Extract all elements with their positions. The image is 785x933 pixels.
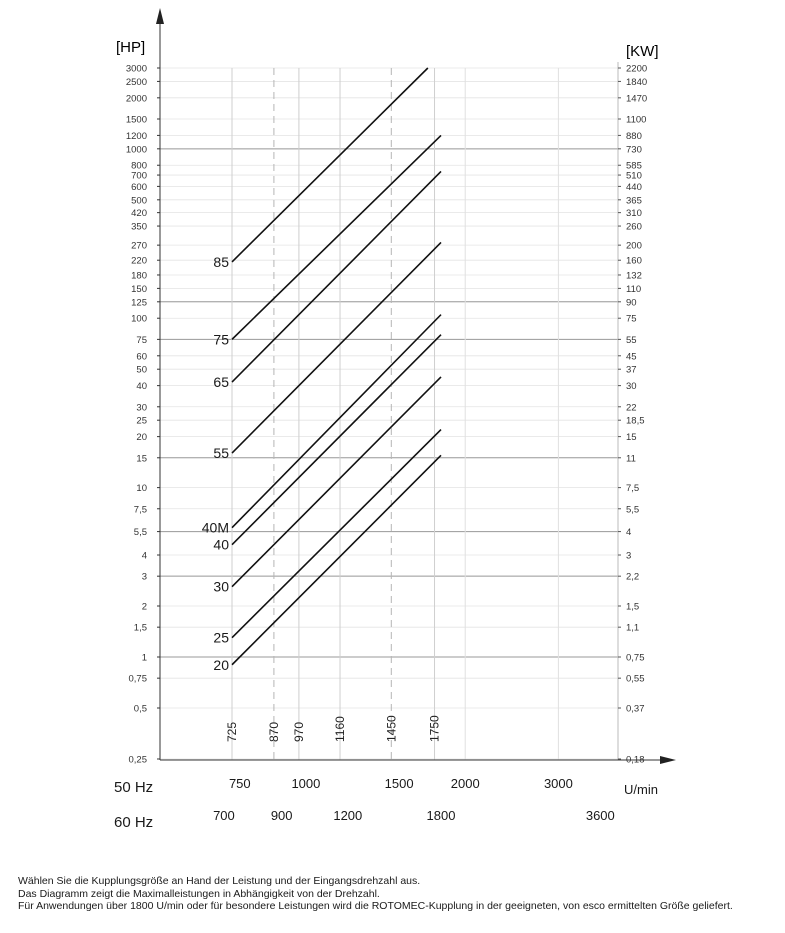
size-label-75: 75 <box>213 331 229 348</box>
hp-tick-label: 1000 <box>125 144 147 156</box>
x-unit-label: U/min <box>624 782 658 797</box>
kw-tick-label: 1470 <box>626 93 648 105</box>
kw-tick-label: 11 <box>626 453 636 465</box>
kw-tick-label: 15 <box>626 432 637 444</box>
size-label-30: 30 <box>213 578 229 595</box>
kw-tick-label: 440 <box>626 181 642 193</box>
kw-tick-label: 37 <box>626 364 637 376</box>
kw-tick-label: 22 <box>626 402 637 414</box>
hp-tick-label: 3 <box>141 571 147 583</box>
hp-tick-label: 350 <box>131 221 147 233</box>
hz60-tick-label: 1200 <box>333 808 363 823</box>
kw-tick-label: 45 <box>626 351 637 363</box>
hp-tick-label: 5,5 <box>133 527 147 539</box>
kw-tick-label: 365 <box>626 195 642 207</box>
hp-tick-label: 180 <box>131 270 147 282</box>
hz60-tick-label: 900 <box>270 808 293 823</box>
hp-tick-label: 50 <box>136 364 147 376</box>
hp-tick-label: 15 <box>136 453 147 465</box>
hp-tick-label: 800 <box>131 160 147 172</box>
kw-tick-label: 2200 <box>626 63 648 75</box>
hp-tick-label: 270 <box>131 240 147 252</box>
hz60-tick-label: 1800 <box>426 808 456 823</box>
kw-tick-label: 0,37 <box>626 703 645 715</box>
note-line-3: Für Anwendungen über 1800 U/min oder für besondere Leistungen wird die ROTOMEC-Kupplung in der geeigneten, von esco ermittelten Größe geliefert. <box>18 900 733 913</box>
hp-tick-label: 220 <box>131 255 147 267</box>
kw-tick-label: 75 <box>626 313 637 325</box>
rpm-tick-label: 970 <box>291 721 306 742</box>
kw-tick-label: 880 <box>626 130 642 142</box>
rpm-tick-label: 1450 <box>384 715 399 742</box>
hp-tick-label: 1200 <box>125 130 147 142</box>
size-label-20: 20 <box>213 656 229 673</box>
kw-tick-label: 3 <box>626 550 632 562</box>
size-line-65 <box>232 171 441 382</box>
kw-tick-label: 510 <box>626 170 642 182</box>
hp-tick-label: 25 <box>136 415 147 427</box>
note-line-1: Wählen Sie die Kupplungsgröße an Hand der Leistung und der Eingangsdrehzahl aus. <box>18 875 421 887</box>
hp-tick-label: 600 <box>131 181 147 193</box>
size-label-40: 40 <box>213 536 229 553</box>
y-left-unit: [HP] <box>116 39 146 56</box>
hp-tick-label: 2 <box>141 601 147 613</box>
kw-tick-label: 160 <box>626 255 642 267</box>
size-line-75 <box>232 135 441 339</box>
hp-tick-label: 2500 <box>125 76 147 88</box>
hp-tick-label: 4 <box>141 550 147 562</box>
hp-tick-label: 0,25 <box>128 754 147 766</box>
hz50-tick-label: 1000 <box>291 776 321 791</box>
x-axis-arrow <box>660 756 676 764</box>
hp-tick-label: 700 <box>131 170 147 182</box>
hp-tick-label: 75 <box>136 334 147 346</box>
hp-tick-label: 10 <box>136 483 147 495</box>
rpm-tick-label: 870 <box>266 721 281 742</box>
series-layer <box>232 68 441 665</box>
labels-layer <box>114 39 659 831</box>
hz50-tick-label: 1500 <box>384 776 414 791</box>
kw-tick-label: 55 <box>626 334 637 346</box>
hp-tick-label: 2000 <box>125 93 147 105</box>
kw-tick-label: 260 <box>626 221 642 233</box>
kw-tick-label: 0,75 <box>626 652 645 664</box>
kw-tick-label: 2,2 <box>626 571 640 583</box>
hz50-tick-label: 2000 <box>450 776 480 791</box>
kw-tick-label: 310 <box>626 208 642 220</box>
hp-tick-label: 420 <box>131 208 147 220</box>
hp-tick-label: 1 <box>141 652 147 664</box>
kw-tick-label: 7,5 <box>626 483 640 495</box>
hp-tick-label: 100 <box>131 313 147 325</box>
hz50-label: 50 Hz <box>114 779 154 796</box>
size-label-65: 65 <box>213 374 229 391</box>
kw-tick-label: 18,5 <box>626 415 645 427</box>
size-line-25 <box>232 430 441 638</box>
hp-tick-label: 40 <box>136 381 147 393</box>
size-label-85: 85 <box>213 253 229 270</box>
hp-tick-label: 500 <box>131 195 147 207</box>
size-line-40 <box>232 335 441 545</box>
kw-tick-label: 730 <box>626 144 642 156</box>
size-label-25: 25 <box>213 629 229 646</box>
kw-tick-label: 30 <box>626 381 637 393</box>
kw-tick-label: 0,55 <box>626 673 645 685</box>
y-right-unit: [KW] <box>626 43 659 60</box>
hp-tick-label: 125 <box>131 297 147 309</box>
rpm-tick-label: 1750 <box>427 715 442 742</box>
hp-tick-label: 0,5 <box>133 703 147 715</box>
kw-tick-label: 585 <box>626 160 642 172</box>
size-line-20 <box>232 455 441 664</box>
hz60-tick-label: 700 <box>213 808 235 823</box>
hp-tick-label: 150 <box>131 283 147 295</box>
kw-tick-label: 110 <box>626 283 642 295</box>
size-label-55: 55 <box>213 445 229 462</box>
note-line-2: Das Diagramm zeigt die Maximalleistungen in Abhängigkeit von der Drehzahl. <box>18 887 380 900</box>
hp-tick-label: 3000 <box>125 63 147 75</box>
kw-tick-label: 1,5 <box>626 601 640 613</box>
hp-tick-label: 20 <box>136 432 147 444</box>
hp-tick-label: 7,5 <box>133 504 147 516</box>
rpm-tick-label: 725 <box>225 721 239 742</box>
hz60-label: 60 Hz <box>114 814 154 831</box>
y-axis-arrow <box>156 8 164 24</box>
hp-tick-label: 60 <box>136 351 147 363</box>
kw-tick-label: 90 <box>626 297 637 309</box>
kw-tick-label: 1100 <box>626 114 647 126</box>
kw-tick-label: 1,1 <box>626 622 640 634</box>
kw-tick-label: 132 <box>626 270 642 282</box>
hz60-tick-label: 3600 <box>585 808 615 823</box>
kw-tick-label: 4 <box>626 527 632 539</box>
kw-tick-label: 5,5 <box>626 504 640 516</box>
size-label-40M: 40M <box>201 519 229 536</box>
kw-tick-label: 200 <box>626 240 642 252</box>
hp-tick-label: 0,75 <box>128 673 147 685</box>
hp-tick-label: 30 <box>136 402 147 414</box>
rpm-tick-label: 1160 <box>333 716 348 742</box>
hp-tick-label: 1,5 <box>133 622 147 634</box>
hz50-tick-label: 3000 <box>543 776 573 791</box>
chart-notes <box>18 875 778 913</box>
kw-tick-label: 1840 <box>626 76 648 88</box>
hp-tick-label: 1500 <box>125 114 147 126</box>
hz50-tick-label: 750 <box>228 776 251 791</box>
kw-tick-label: 0,18 <box>626 754 645 766</box>
